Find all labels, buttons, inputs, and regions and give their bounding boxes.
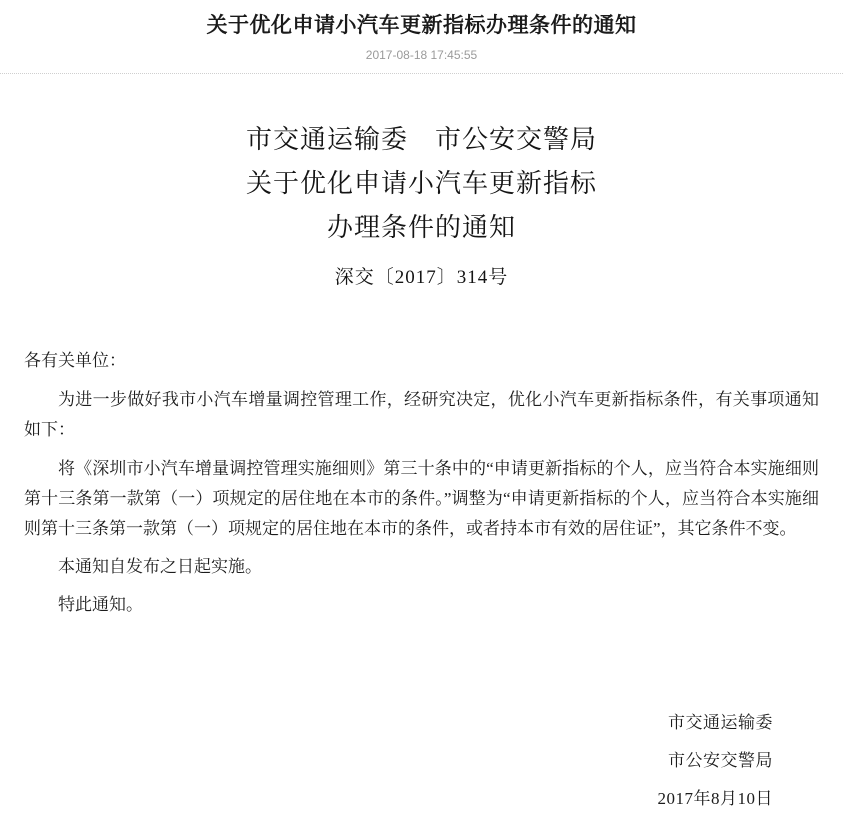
document-title-line-3: 办理条件的通知 [326, 213, 516, 242]
page-header [0, 0, 843, 74]
salutation: 各有关单位： [24, 351, 126, 370]
paragraph-1: 为进一步做好我市小汽车增量调控管理工作，经研究决定，优化小汽车更新指标条件，有关事项通知如下： [24, 390, 819, 439]
paragraph-3: 本通知自发布之日起实施。 [58, 557, 262, 576]
signature-line-2: 市公安交警局 [668, 751, 773, 770]
publish-timestamp: 2017-08-18 17:45:55 [365, 48, 478, 62]
paragraph-2: 将《深圳市小汽车增量调控管理实施细则》第三十条中的“申请更新指标的个人，应当符合本实施细则第十三条第一款第（一）项规定的居住地在本市的条件。”调整为“申请更新指标的个人，应当符合本实施细则第十三条第一款第（一）项规定的居住地在本市的条件，或者持本市有效的居住证”，其它条件不变。 [24, 459, 819, 538]
paragraph-4: 特此通知。 [58, 595, 143, 614]
signature-line-1: 市交通运输委 [668, 713, 773, 732]
signature-block [24, 704, 819, 818]
document-number: 深交〔2017〕314号 [334, 267, 509, 288]
page-title: 关于优化申请小汽车更新指标办理条件的通知 [206, 13, 637, 37]
document-title-line-2: 关于优化申请小汽车更新指标 [245, 169, 597, 198]
signature-date: 2017年8月10日 [657, 789, 773, 808]
document-title-line-1: 市交通运输委 市公安交警局 [245, 125, 597, 154]
document-title [24, 118, 819, 250]
document-body [0, 118, 843, 818]
